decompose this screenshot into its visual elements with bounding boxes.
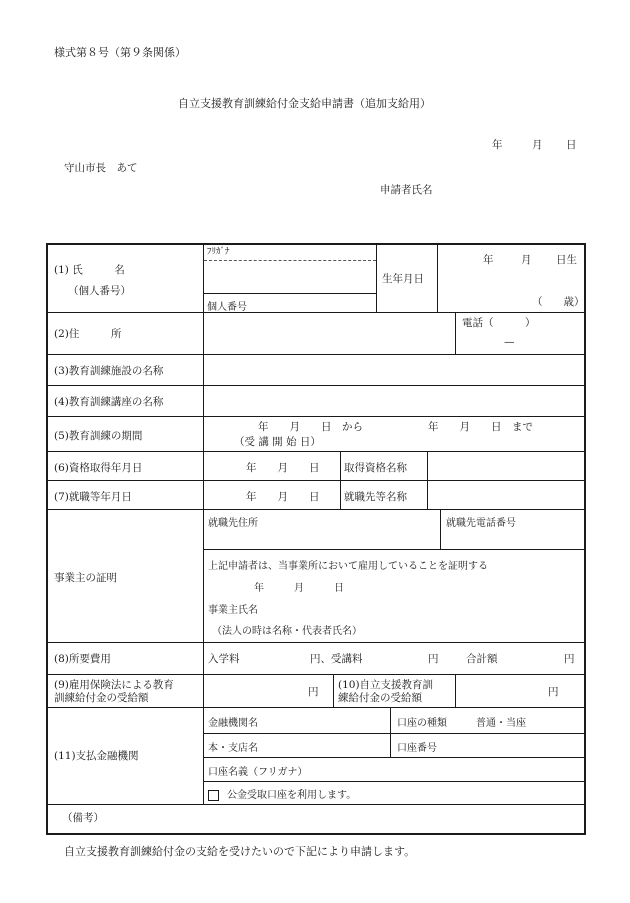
form-number: 様式第８号（第９条関係） [54, 46, 186, 59]
self-reliance-benefit-yen: 円 [548, 686, 559, 698]
tuition-yen: 円 [428, 653, 439, 665]
qualification-name-label: 取得資格名称 [344, 462, 407, 474]
facility-label: (3)教育訓練施設の名称 [54, 365, 164, 377]
branch-name-label: 本・支店名 [208, 743, 258, 754]
total-yen: 円 [564, 653, 575, 665]
furigana-label: ﾌﾘｶﾞﾅ [207, 247, 230, 257]
remarks-label: （備考） [62, 812, 104, 824]
birth-year: 年 [483, 254, 494, 266]
employer-certification-label: 事業主の証明 [54, 572, 117, 584]
age-field: （ 歳） [532, 296, 585, 308]
header-date-month: 月 [532, 139, 543, 151]
period-from: 年 月 日 から [258, 421, 363, 433]
public-account-text: 公金受取口座を利用します。 [227, 790, 357, 801]
employer-phone-label: 就職先電話番号 [446, 518, 516, 529]
account-number-label: 口座番号 [397, 743, 437, 754]
tuition-fee-label: 円、受講料 [310, 653, 363, 665]
qualification-name-input[interactable] [429, 453, 585, 479]
birth-day: 日生 [556, 254, 577, 266]
address-label: (2)住 所 [54, 328, 122, 340]
institution-name-label: 金融機関名 [208, 718, 258, 729]
page-title: 自立支援教育訓練給付金支給申請書（追加支給用） [178, 97, 431, 110]
birth-month: 月 [521, 254, 532, 266]
account-holder-label: 口座名義（フリガナ） [208, 767, 308, 778]
employment-insurance-benefit-label-1: (9)雇用保険法による教育 [54, 679, 174, 691]
course-input[interactable] [205, 387, 585, 415]
public-account-option[interactable] [208, 786, 356, 801]
phone-label: 電話（ ） [462, 317, 536, 329]
employment-date: 年 月 日 [246, 491, 320, 503]
employer-owner-note: （法人の時は名称・代表者氏名） [212, 626, 362, 637]
employer-owner-label: 事業主氏名 [208, 605, 258, 616]
header-date-day: 日 [566, 139, 577, 151]
personal-number-label: 個人番号 [207, 302, 247, 313]
application-statement: 自立支援教育訓練給付金の支給を受けたいので下記により申請します。 [64, 845, 416, 858]
name-label: (1) 氏 名 [54, 264, 125, 276]
course-label: (4)教育訓練講座の名称 [54, 396, 164, 408]
employment-insurance-benefit-label-2: 訓練給付金の受給額 [54, 692, 149, 704]
period-label: (5)教育訓練の期間 [54, 430, 143, 442]
public-account-checkbox[interactable] [208, 790, 219, 801]
period-start-note: （受 講 開 始 日） [234, 436, 321, 448]
header-date-year: 年 [492, 139, 503, 151]
certify-text: 上記申請者は、当事業所において雇用していることを証明する [208, 561, 488, 572]
certify-date: 年 月 日 [254, 583, 344, 594]
admission-fee-label: 入学料 [208, 653, 240, 665]
employment-name-label: 就職先等名称 [344, 491, 407, 503]
period-to: 年 月 日 まで [428, 421, 533, 433]
applicant-name-label: 申請者氏名 [380, 184, 433, 196]
qualification-date-label: (6)資格取得年月日 [54, 462, 143, 474]
account-type-label: 口座の種類 [397, 718, 447, 729]
birth-date-label: 生年月日 [382, 273, 424, 285]
employment-name-input[interactable] [429, 482, 585, 508]
addressee: 守山市長 あて [64, 162, 138, 174]
self-reliance-benefit-label-1: (10)自立支援教育訓 [338, 679, 434, 691]
self-reliance-benefit-label-2: 練給付金の受給額 [338, 692, 422, 704]
qualification-date: 年 月 日 [246, 462, 320, 474]
employer-address-label: 就職先住所 [208, 518, 258, 529]
employment-date-label: (7)就職等年月日 [54, 491, 132, 503]
phone-dash: — [504, 336, 515, 348]
name-input[interactable] [205, 262, 375, 292]
personal-number-sublabel: （個人番号） [68, 285, 131, 297]
cost-label: (8)所要費用 [54, 653, 111, 665]
account-type-value: 普通・当座 [476, 718, 526, 729]
address-input[interactable] [205, 314, 453, 352]
facility-input[interactable] [205, 356, 585, 384]
bank-label: (11)支払金融機関 [54, 750, 139, 762]
employment-insurance-benefit-yen: 円 [308, 686, 319, 698]
total-label: 合計額 [466, 653, 498, 665]
